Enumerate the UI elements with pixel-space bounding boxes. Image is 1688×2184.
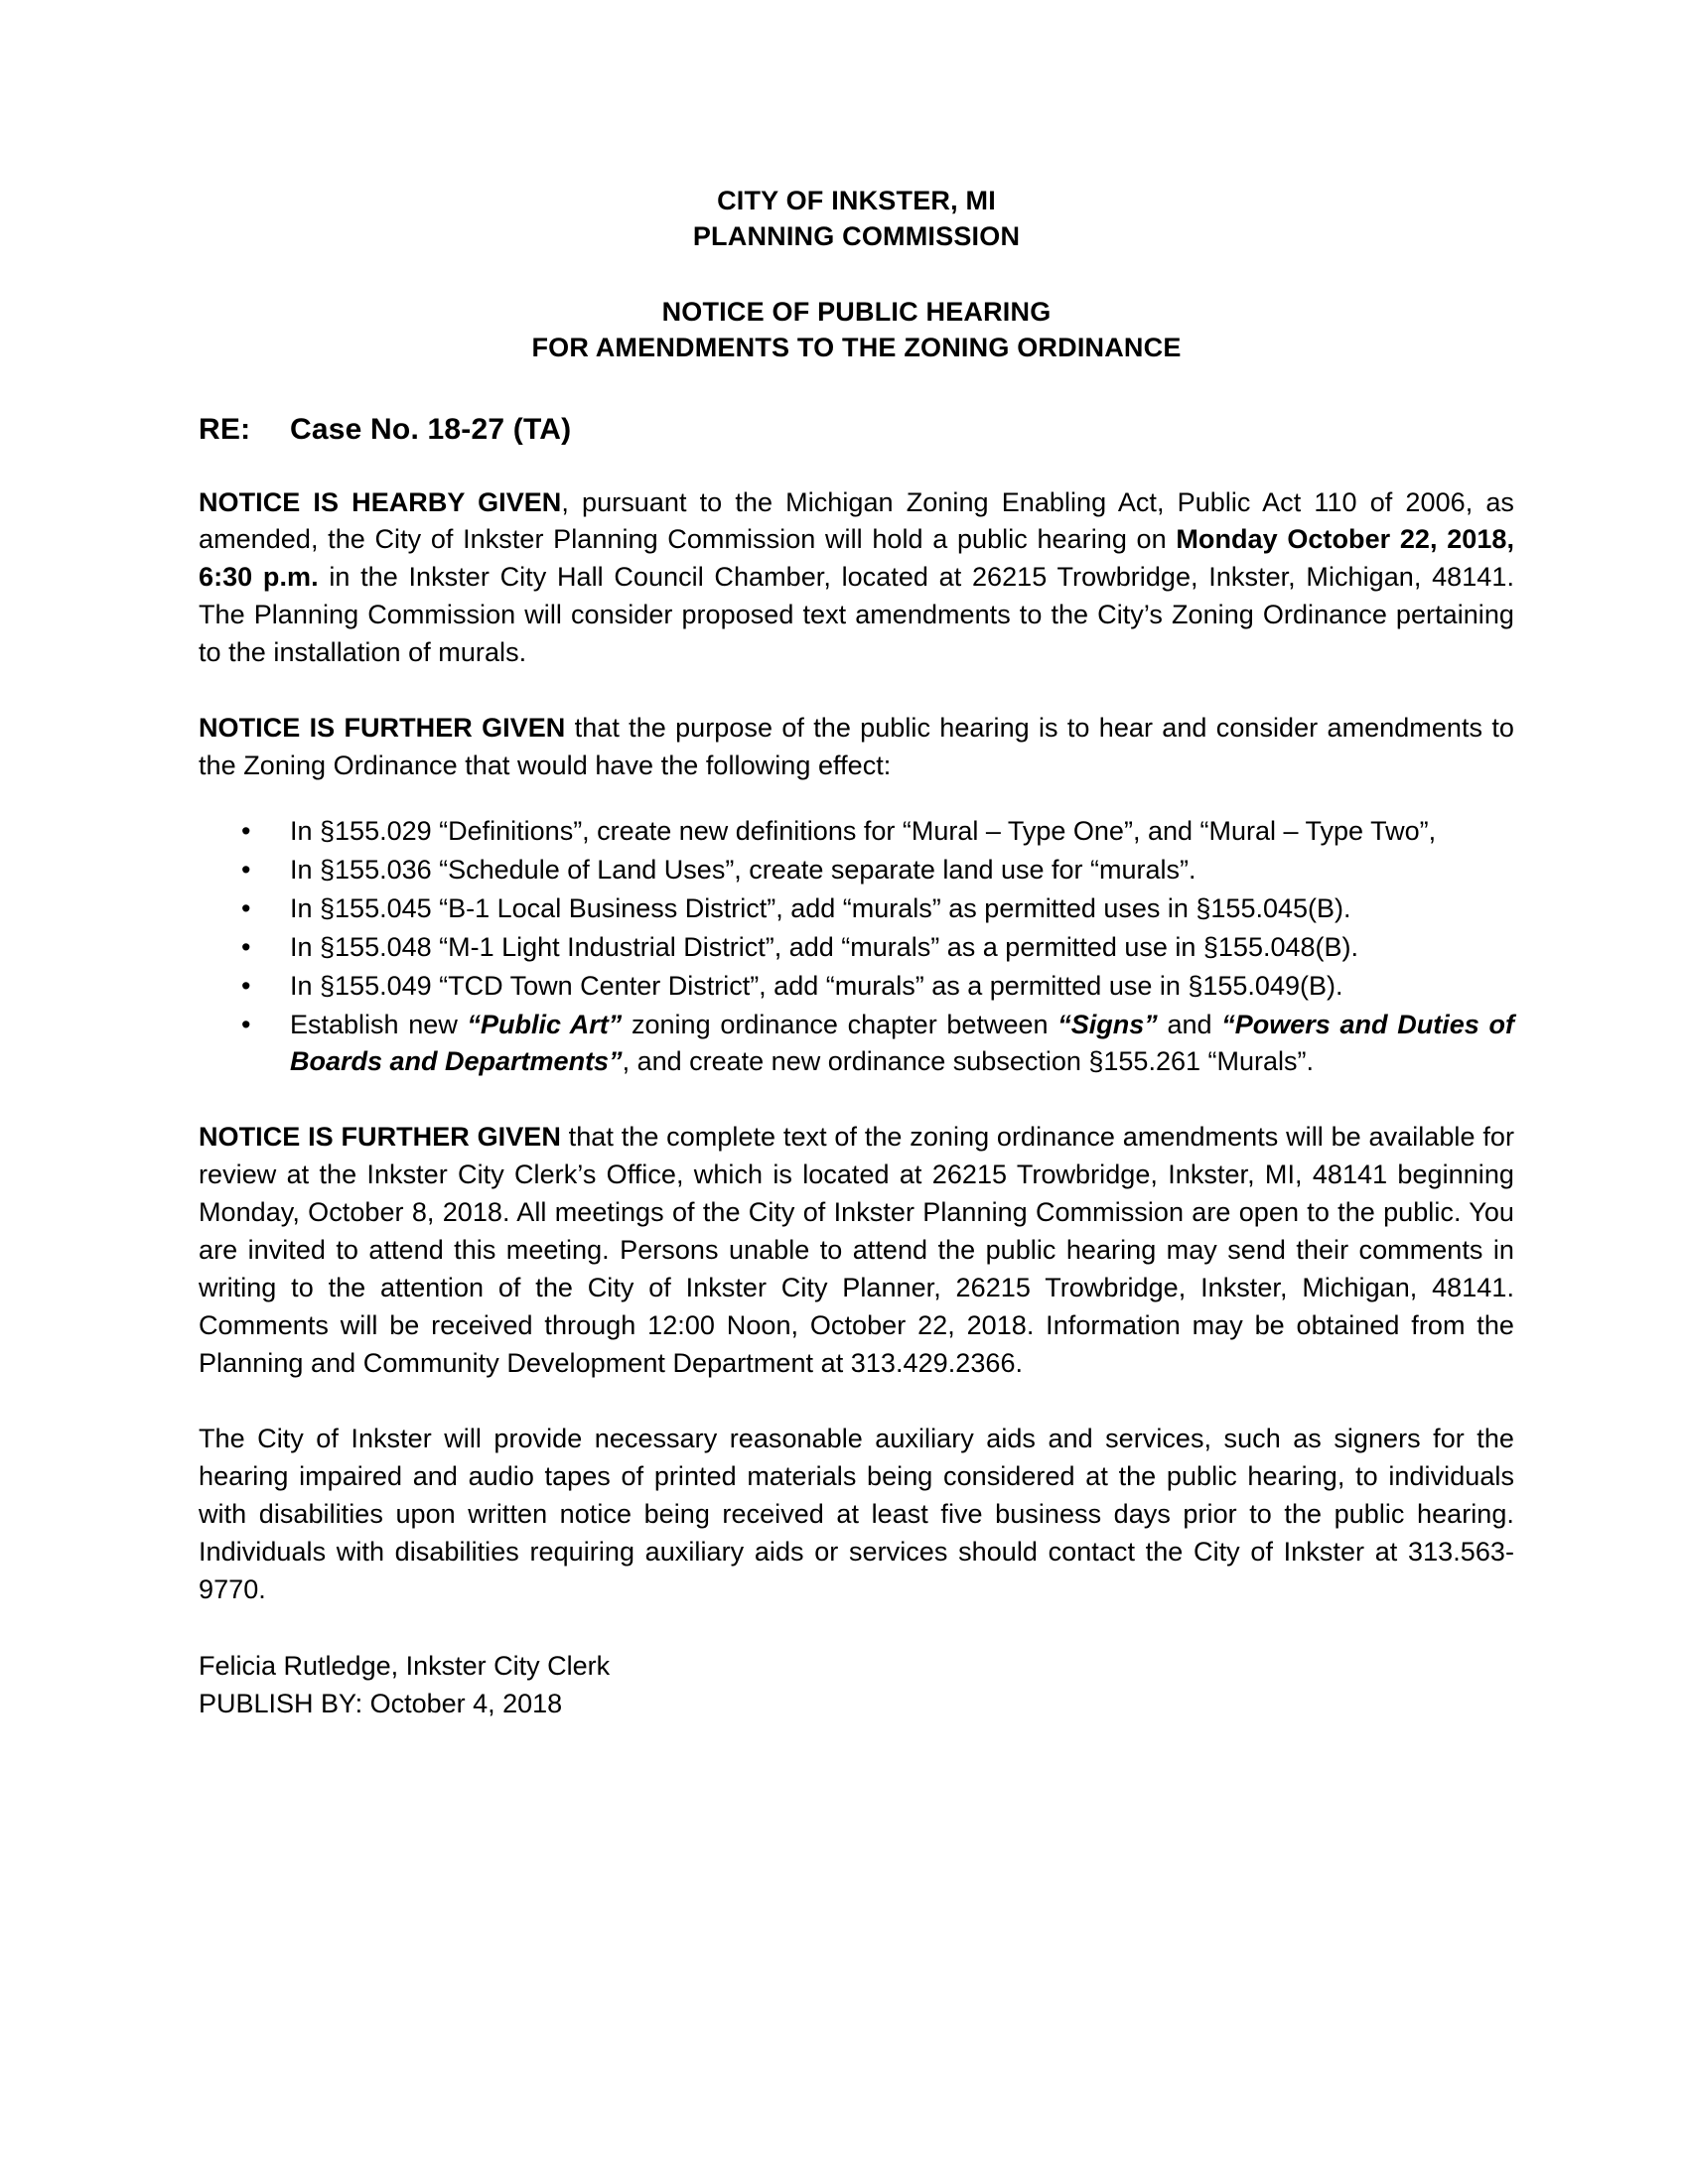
public-art-mid2: and [1157,1009,1222,1039]
notice-body-1b: in the Inkster City Hall Council Chamber, located at 26215 Trowbridge, Inkster, Michigan, 48141. The Planning Commission will consider proposed text amendments to the City’s Zoning Ordinance pertaining to the installation of murals. [199,562,1514,668]
document-subheader [199,295,1514,365]
signs-emphasis: “Signs” [1057,1009,1158,1039]
bullet-icon: • [241,854,251,885]
case-reference-line [199,413,1514,447]
notice-body-3: that the complete text of the zoning ordinance amendments will be available for review at the Inkster City Clerk’s Office, which is located at 26215 Trowbridge, Inkster, MI, 48141 beginning Monday, October 8, 2018. All meetings of the City of Inkster Planning Commission are open to the public. You are invited to attend this meeting. Persons unable to attend the public hearing may send their comments in writing to the attention of the City of Inkster City Planner, 26215 Trowbridge, Inkster, Michigan, 48141. Comments will be received through 12:00 Noon, October 22, 2018. Information may be obtained from the Planning and Community Development Department at 313.429.2366. [199,1122,1514,1378]
list-item [199,852,1514,889]
header-city-line: CITY OF INKSTER, MI [717,186,996,215]
list-item-text: In §155.049 “TCD Town Center District”, add “murals” as a permitted use in §155.049(B). [290,970,1343,1001]
list-item [199,929,1514,967]
list-item-text: In §155.045 “B-1 Local Business District”, add “murals” as permitted uses in §155.045(B). [290,892,1351,923]
bullet-icon: • [241,815,251,846]
paragraph-notice-further-given-2 [199,1119,1514,1382]
bullet-icon: • [241,970,251,1001]
clerk-name-title: Felicia Rutledge, Inkster City Clerk [199,1651,611,1682]
list-item [199,968,1514,1006]
bullet-icon: • [241,1009,251,1039]
public-art-post: , and create new ordinance subsection §155.261 “Murals”. [622,1046,1314,1077]
notice-body-2: that the purpose of the public hearing is to hear and consider amendments to the Zoning Ordinance that would have the following effect: [199,713,1514,781]
list-item-text-public-art [290,1010,1514,1077]
list-item-text: In §155.029 “Definitions”, create new definitions for “Mural – Type One”, and “Mural – Type Two”, [290,815,1437,846]
public-art-mid: zoning ordinance chapter between [622,1009,1058,1039]
re-label: RE: [199,412,251,446]
public-art-emphasis: “Public Art” [467,1009,623,1039]
notice-hearing-datetime: Monday October 22, 2018, 6:30 p.m. [199,524,1515,593]
list-item-text: In §155.036 “Schedule of Land Uses”, create separate land use for “murals”. [290,854,1196,885]
paragraph-accessibility: The City of Inkster will provide necessary reasonable auxiliary aids and services, such as signers for the hearing impaired and audio tapes of printed materials being considered at the public hearing, to individuals with disabilities upon written notice being received at least five business days prior to the public hearing. Individuals with disabilities requiring auxiliary aids or services should contact the City of Inkster at 313.563-9770. [199,1423,1514,1604]
notice-lead-2: NOTICE IS FURTHER GIVEN [199,713,566,744]
notice-lead-3: NOTICE IS FURTHER GIVEN [199,1122,561,1153]
bullet-icon: • [241,931,251,962]
signature-block [199,1648,1514,1723]
powers-duties-emphasis: “Powers and Duties of Boards and Departments” [290,1009,1514,1077]
notice-lead-1: NOTICE IS HEARBY GIVEN [199,486,562,517]
list-item [199,1007,1514,1082]
notice-body-1a: , pursuant to the Michigan Zoning Enabling Act, Public Act 110 of 2006, as amended, the City of Inkster Planning Commission will hold a public hearing on [199,486,1514,555]
list-item-text: In §155.048 “M-1 Light Industrial District”, add “murals” as a permitted use in §155.048(B). [290,931,1359,962]
bullet-icon: • [241,892,251,923]
re-case-number: Case No. 18-27 (TA) [290,412,572,446]
document-header [199,184,1514,254]
paragraph-notice-further-given-1 [199,710,1514,785]
header-spacer [199,254,1514,295]
amendment-effects-list [199,813,1514,1081]
header-commission-line: PLANNING COMMISSION [692,220,1021,251]
publish-by-line: PUBLISH BY: October 4, 2018 [199,1689,563,1719]
paragraph-notice-hearby-given [199,484,1514,673]
public-art-pre: Establish new [290,1009,468,1039]
list-item [199,813,1514,851]
header-amendments-line: FOR AMENDMENTS TO THE ZONING ORDINANCE [531,332,1182,362]
header-notice-line: NOTICE OF PUBLIC HEARING [661,297,1052,328]
list-item [199,890,1514,928]
